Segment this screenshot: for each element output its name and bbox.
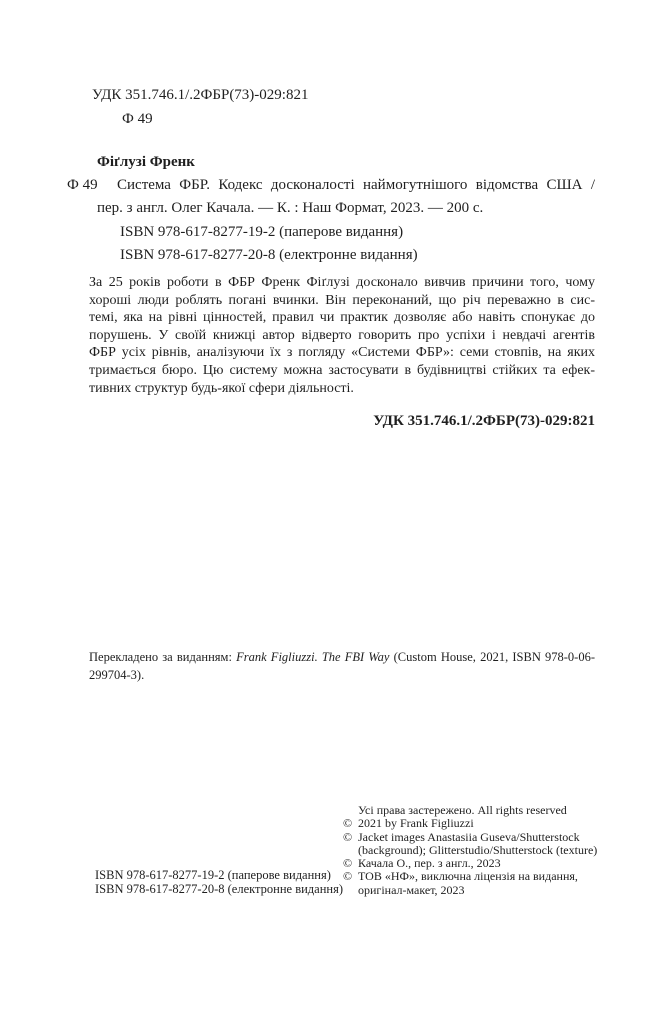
catalog-entry: [0, 151, 667, 267]
annotation-line: ФБР усіх рівнів, аналізуючи їх з погляду «Системи ФБР»: семи стовпів, на яких: [89, 345, 595, 361]
annotation-paragraph: [89, 274, 595, 397]
source-edition-line1: [89, 649, 595, 667]
annotation-line: тримається бюро. Цю систему можна застосувати в будівництві стійких та ефек-: [89, 362, 595, 378]
catalog-isbn-ebook: ISBN 978-617-8277-20-8 (електронне видання): [120, 246, 418, 263]
credits-block: [343, 804, 667, 897]
credit-item: [343, 831, 667, 858]
annotation-line: темі, яка на рівні цінностей, правил чи практик дозволяє або навіть спонукає до: [89, 310, 595, 326]
udc-top-block: [92, 84, 308, 131]
source-edition-note: [89, 649, 595, 684]
isbn-print-line: ISBN 978-617-8277-19-2 (паперове видання): [95, 868, 331, 882]
catalog-author-code: Ф 49: [67, 177, 98, 194]
annotation-line: тивних структур будь-якої сфери діяльності.: [89, 380, 354, 396]
credit-line: 2021 by Frank Figliuzzi: [358, 816, 474, 831]
copyright-icon: ©: [343, 816, 353, 831]
catalog-title-row: [67, 174, 595, 197]
udc-footer: УДК 351.746.1/.2ФБР(73)-029:821: [373, 413, 595, 429]
catalog-imprint-line: пер. з англ. Олег Качала. — К. : Наш Формат, 2023. — 200 с.: [97, 200, 484, 217]
author-code: Ф 49: [122, 110, 153, 127]
annotation-line: порушень. У своїй книжці автор відверто говорить про успіхи і невдачі агентів: [89, 327, 595, 343]
credit-line: Jacket images Anastasiia Guseva/Shutterstock: [358, 829, 580, 844]
isbn-block-bottom: [95, 869, 343, 897]
credit-item: [343, 817, 667, 830]
annotation-line: За 25 років роботи в ФБР Френк Фіґлузі досконало вивчив причини того, чому: [89, 275, 595, 290]
annotation-line: хороші люди роблять погані вчинки. Він переконаний, що річ переважно в сис-: [89, 292, 595, 308]
copyright-icon: ©: [343, 856, 353, 871]
rights-reserved-line: Усі права застережено. All rights reserved: [358, 803, 567, 817]
isbn-ebook-line: ISBN 978-617-8277-20-8 (електронне видання): [95, 881, 343, 896]
credit-line: оригінал-макет, 2023: [358, 882, 465, 897]
credit-line: Качала О., пер. з англ., 2023: [358, 856, 501, 871]
source-edition-original-title: Frank Figliuzzi. The FBI Way: [236, 650, 390, 664]
credit-item: [343, 857, 667, 870]
catalog-isbn-print: ISBN 978-617-8277-19-2 (паперове видання): [120, 223, 404, 240]
credit-line: ТОВ «НФ», виключна ліцензія на видання,: [358, 869, 578, 884]
source-edition-prefix: Перекладено за виданням:: [89, 650, 237, 664]
credit-line: (background); Glitterstudio/Shutterstock (texture): [358, 842, 598, 857]
copyright-icon: ©: [343, 829, 353, 844]
catalog-author: Фіґлузі Френк: [97, 154, 195, 170]
source-edition-suffix: (Custom House, 2021, ISBN 978-0-06-: [389, 650, 596, 664]
udc-number: УДК 351.746.1/.2ФБР(73)-029:821: [92, 87, 309, 103]
credit-item: [343, 870, 667, 897]
copyright-icon: ©: [343, 869, 353, 884]
source-edition-line2: 299704-3).: [89, 667, 145, 682]
catalog-title-line: Система ФБР. Кодекс досконалості наймогутнішого відомства США /: [117, 177, 595, 194]
